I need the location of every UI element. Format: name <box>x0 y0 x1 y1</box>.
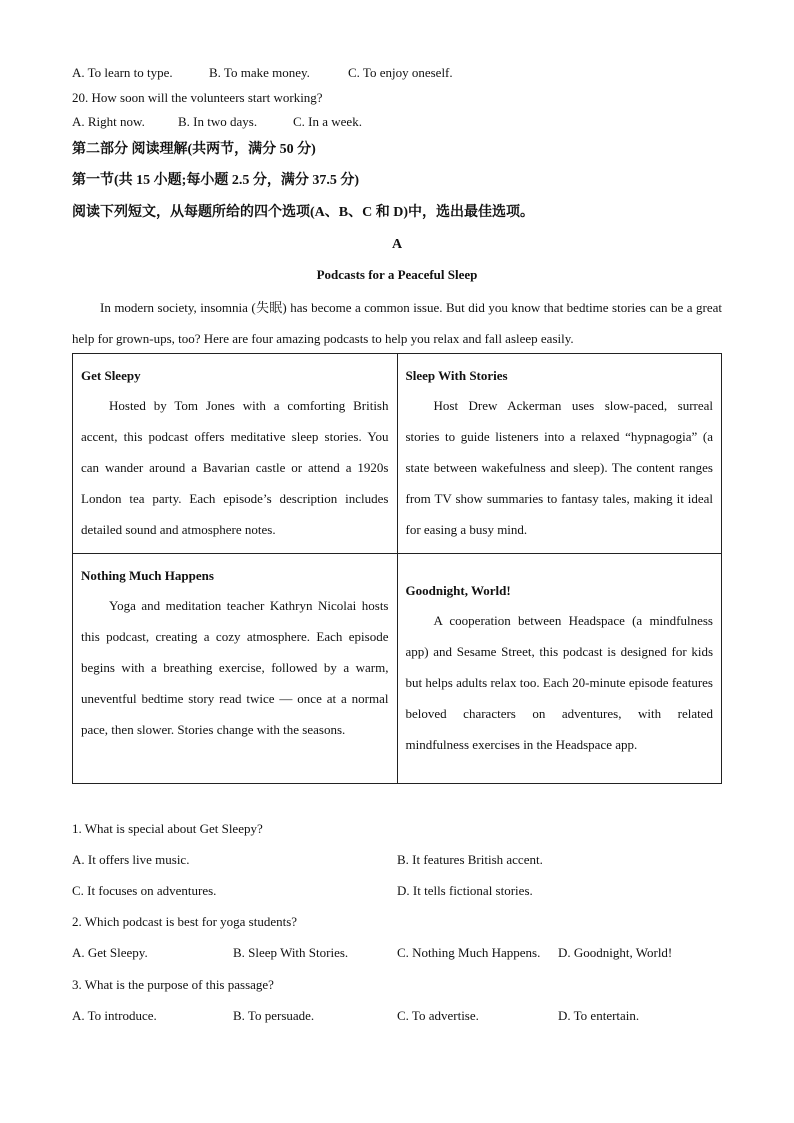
podcast-name: Nothing Much Happens <box>81 568 214 583</box>
podcast-name: Sleep With Stories <box>405 368 508 383</box>
question-2-option-b: B. Sleep With Stories. <box>233 945 349 960</box>
q20-option-b: B. In two days. <box>178 114 258 129</box>
passage-label: A <box>391 237 403 252</box>
podcast-cell-get-sleepy <box>73 354 398 554</box>
question-1-option-d: D. It tells fictional stories. <box>397 883 533 898</box>
question-3-option-d: D. To entertain. <box>558 1008 640 1023</box>
question-3-option-c: C. To advertise. <box>397 1008 479 1023</box>
podcast-cell-sleep-with-stories <box>397 354 722 554</box>
podcast-cell-goodnight-world <box>397 554 722 784</box>
passage-intro: In modern society, insomnia (失眠) has become a common issue. But did you know that bedtime stories can be a great help for grown-ups, too? Here are four amazing podcasts to help you relax and fall asleep easily. <box>72 300 722 346</box>
q20-option-a: A. Right now. <box>72 114 145 129</box>
podcast-description: Host Drew Ackerman uses slow-paced, surreal stories to guide listeners into a relaxed “hypnagogia” (a state between wakefulness and sleep). The content ranges from TV show summaries to fantasy tales, making it ideal for easing a busy mind. <box>405 398 713 537</box>
question-3-option-a: A. To introduce. <box>72 1008 157 1023</box>
podcast-cell-nothing-much-happens <box>73 554 398 784</box>
podcast-description: Yoga and meditation teacher Kathryn Nicolai hosts this podcast, creating a cozy atmosphere. Each episode begins with a breathing exercise, followed by a warm, uneventful bedtime story read twice — once at a normal pace, then slower. Stories change with the seasons. <box>81 598 389 737</box>
podcast-name: Get Sleepy <box>81 368 141 383</box>
subsection-title: 第一节(共 15 小题;每小题 2.5 分，满分 37.5 分) <box>72 173 359 188</box>
question-2-option-a: A. Get Sleepy. <box>72 945 148 960</box>
q20-option-c: C. In a week. <box>293 114 362 129</box>
q19-option-c: C. To enjoy oneself. <box>348 65 453 80</box>
podcast-description: Hosted by Tom Jones with a comforting British accent, this podcast offers meditative sleep stories. You can wander around a Bavarian castle or attend a 1920s London tea party. Each episode’s description includes detailed sound and atmosphere notes. <box>81 398 389 537</box>
question-1-option-c: C. It focuses on adventures. <box>72 883 217 898</box>
question-2-option-d: D. Goodnight, World! <box>558 945 673 960</box>
question-2: 2. Which podcast is best for yoga students? <box>72 914 298 929</box>
podcast-table <box>72 353 722 784</box>
part-title: 第二部分 阅读理解(共两节，满分 50 分) <box>72 142 316 157</box>
q20-options <box>72 112 362 132</box>
instructions: 阅读下列短文，从每题所给的四个选项(A、B、C 和 D)中，选出最佳选项。 <box>72 205 534 220</box>
passage-title: Podcasts for a Peaceful Sleep <box>316 267 478 282</box>
question-1: 1. What is special about Get Sleepy? <box>72 821 263 836</box>
podcast-description: A cooperation between Headspace (a mindfulness app) and Sesame Street, this podcast is designed for kids but helps adults relax too. Each 20-minute episode features beloved characters on adventures, with related mindfulness exercises in the Headspace app. <box>405 613 713 752</box>
question-2-option-c: C. Nothing Much Happens. <box>397 945 541 960</box>
podcast-name: Goodnight, World! <box>405 583 511 598</box>
question-1-option-a: A. It offers live music. <box>72 852 190 867</box>
q19-option-a: A. To learn to type. <box>72 65 173 80</box>
q19-option-b: B. To make money. <box>209 65 310 80</box>
question-3: 3. What is the purpose of this passage? <box>72 977 274 992</box>
question-1-option-b: B. It features British accent. <box>397 852 543 867</box>
question-3-option-b: B. To persuade. <box>233 1008 315 1023</box>
q19-options <box>72 63 453 83</box>
q20-question: 20. How soon will the volunteers start working? <box>72 90 323 105</box>
